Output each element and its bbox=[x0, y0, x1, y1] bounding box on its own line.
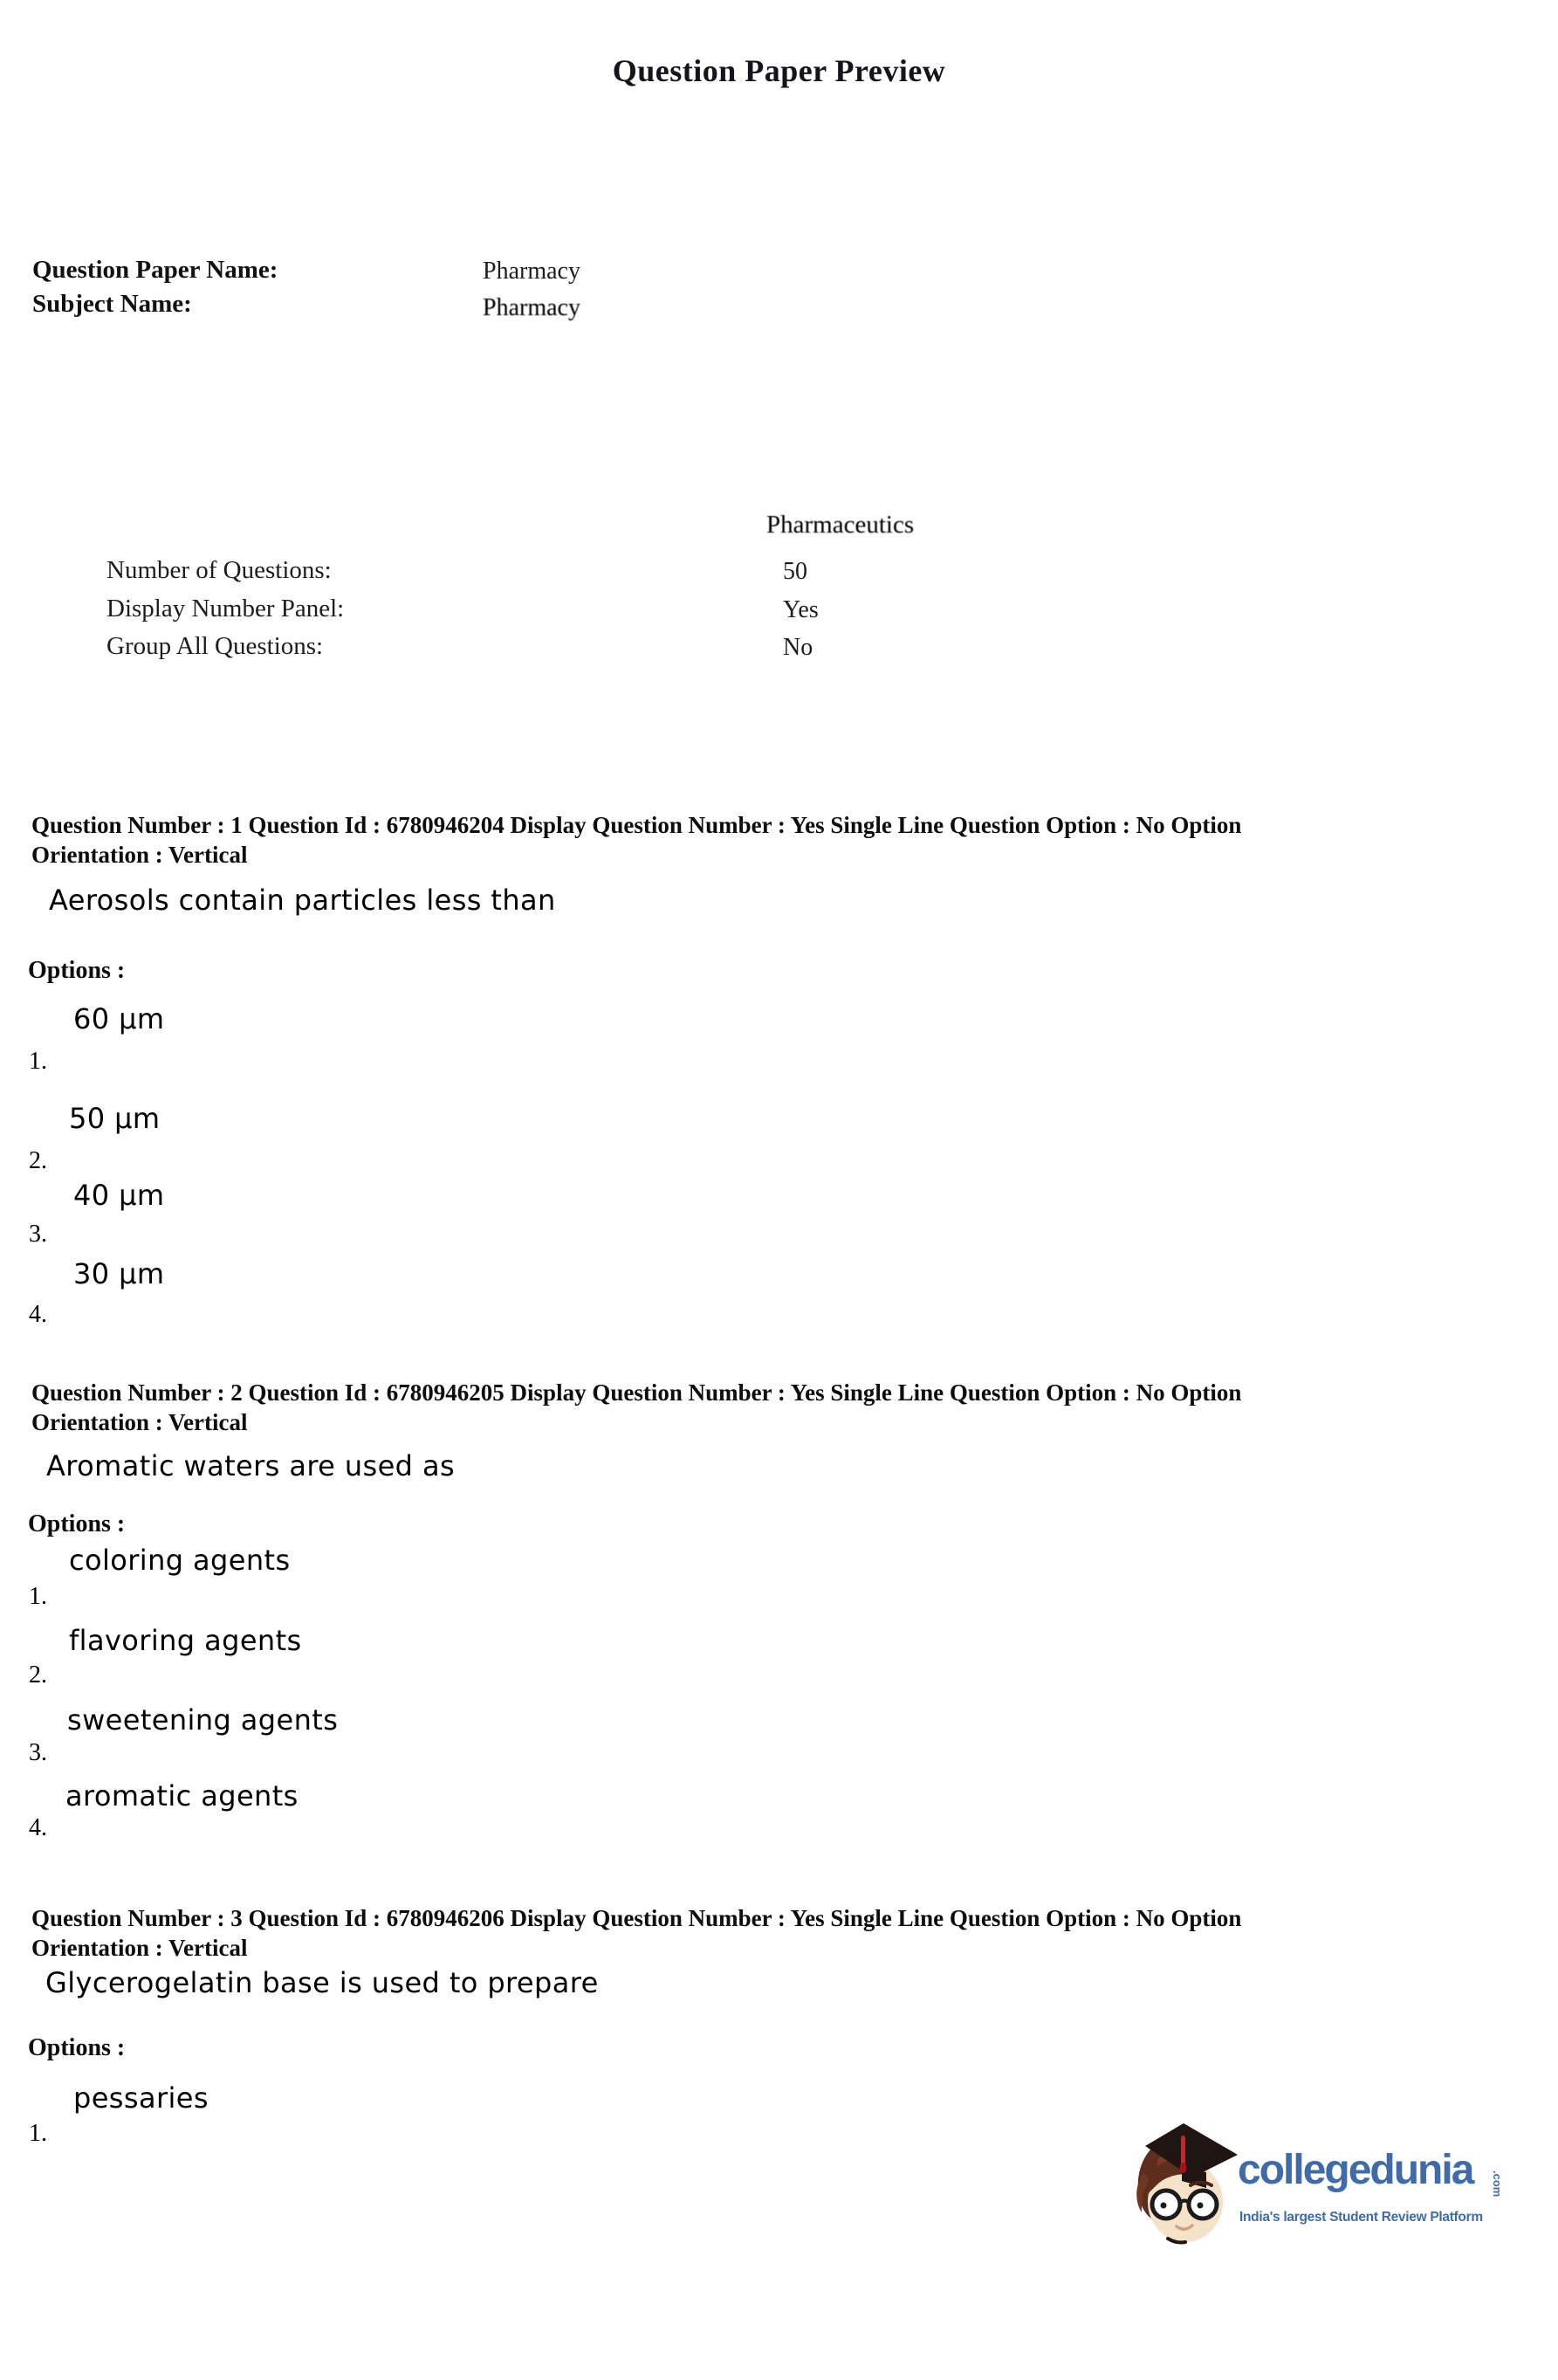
option-text: 60 μm bbox=[73, 1002, 165, 1035]
question-3-options-label: Options : bbox=[28, 2034, 126, 2061]
option-number: 1. bbox=[29, 1048, 47, 1075]
option-text: pessaries bbox=[73, 2081, 209, 2115]
option-number: 1. bbox=[29, 2120, 47, 2147]
option-number: 2. bbox=[29, 1147, 47, 1174]
collegedunia-tagline: India's largest Student Review Platform bbox=[1239, 2210, 1483, 2225]
question-1-header-line1: Question Number : 1 Question Id : 6780946204 Display Question Number : Yes Single Line Question Option : No Option bbox=[31, 812, 1242, 838]
question-1-options-label: Options : bbox=[28, 957, 126, 984]
meta-value-subject-name: Pharmacy bbox=[483, 294, 580, 321]
meta-label-subject-name: Subject Name: bbox=[32, 290, 192, 318]
option-number: 4. bbox=[29, 1301, 47, 1328]
option-text: flavoring agents bbox=[69, 1624, 302, 1657]
page-title: Question Paper Preview bbox=[612, 53, 946, 88]
option-number: 4. bbox=[29, 1814, 47, 1841]
option-text: aromatic agents bbox=[65, 1779, 299, 1813]
option-number: 3. bbox=[29, 1221, 47, 1248]
question-3-header-line1: Question Number : 3 Question Id : 6780946206 Display Question Number : Yes Single Line Question Option : No Option bbox=[31, 1905, 1242, 1931]
question-1-text: Aerosols contain particles less than bbox=[49, 884, 556, 917]
question-2-header-line1: Question Number : 2 Question Id : 6780946205 Display Question Number : Yes Single Line Question Option : No Option bbox=[31, 1379, 1242, 1406]
question-3-header bbox=[31, 1903, 1437, 1963]
question-2-header bbox=[31, 1378, 1437, 1437]
label-group-all-questions: Group All Questions: bbox=[106, 632, 324, 660]
question-1-header bbox=[31, 810, 1437, 870]
meta-label-question-paper-name: Question Paper Name: bbox=[32, 256, 278, 284]
meta-value-question-paper-name: Pharmacy bbox=[483, 258, 580, 285]
collegedunia-tld-text: .com bbox=[1491, 2170, 1504, 2198]
label-number-of-questions: Number of Questions: bbox=[106, 556, 332, 584]
option-number: 1. bbox=[29, 1583, 47, 1610]
question-1-header-line2: Orientation : Vertical bbox=[31, 842, 248, 868]
value-group-all-questions: No bbox=[783, 634, 813, 661]
option-number: 2. bbox=[29, 1661, 47, 1689]
option-number: 3. bbox=[29, 1739, 47, 1766]
option-text: coloring agents bbox=[69, 1544, 291, 1577]
question-2-header-line2: Orientation : Vertical bbox=[31, 1409, 248, 1435]
question-3-text: Glycerogelatin base is used to prepare bbox=[45, 1966, 599, 1999]
collegedunia-mascot bbox=[1131, 2122, 1241, 2253]
question-3-header-line2: Orientation : Vertical bbox=[31, 1935, 248, 1961]
option-text: 40 μm bbox=[73, 1179, 165, 1212]
value-display-number-panel: Yes bbox=[783, 596, 819, 623]
label-display-number-panel: Display Number Panel: bbox=[106, 595, 345, 623]
option-text: 30 μm bbox=[73, 1257, 165, 1290]
option-text: sweetening agents bbox=[67, 1703, 339, 1737]
collegedunia-logo[interactable] bbox=[1131, 2120, 1524, 2260]
option-text: 50 μm bbox=[69, 1102, 161, 1135]
question-2-options-label: Options : bbox=[28, 1510, 126, 1537]
question-2-text: Aromatic waters are used as bbox=[46, 1449, 456, 1482]
collegedunia-brand-text: collegedunia bbox=[1238, 2147, 1473, 2193]
section-title-pharmaceutics: Pharmaceutics bbox=[766, 511, 915, 539]
value-number-of-questions: 50 bbox=[783, 558, 807, 585]
